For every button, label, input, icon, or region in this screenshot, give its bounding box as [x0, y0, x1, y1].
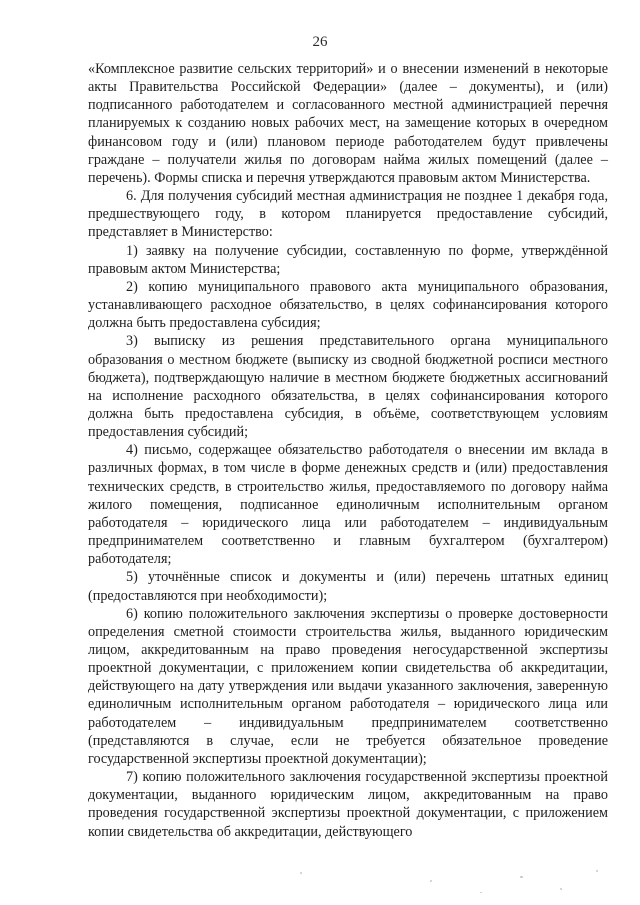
scan-noise	[560, 888, 562, 890]
scan-noise	[480, 892, 482, 893]
scan-noise	[596, 870, 598, 872]
paragraph-intro-continuation: «Комплексное развитие сельских территорий» и о внесении изменений в некоторые акты Правительства Российской Федерации» (далее – документы), и (или) подписанного работодателем и согласованного местной администрацией перечня планируемых к созданию новых рабочих мест, на замещение которых в очередном финансовом году и (или) плановом периоде работодателем будут привлечены граждане – получатели жилья по договорам найма жилых помещений (далее – перечень). Формы списка и перечня утверждаются правовым актом Министерства.	[88, 61, 608, 186]
paragraph-subitem-4: 4) письмо, содержащее обязательство работодателя о внесении им вклада в различных формах, в том числе в форме денежных средств и (или) предоставления технических средств, в строительство жилья, предоставляемого по договору найма жилого помещения, подписанное единоличным исполнительным органом работодателя – юридического лица или работодателем – индивидуальным предпринимателем соответственно и главным бухгалтером (бухгалтером) работодателя;	[88, 442, 608, 568]
paragraph-subitem-6: 6) копию положительного заключения экспертизы о проверке достоверности определения сметной стоимости строительства жилья, выданного юридическим лицом, аккредитованным на право проведения негосударственной экспертизы проектной документации, с приложением копии свидетельства об аккредитации, действующего на дату утверждения или выдачи указанного заключения, заверенную единоличным исполнительным органом работодателя – юридического лица или работодателем – индивидуальным предпринимателем соответственно (представляются в случае, если не требуется обязательное проведение государственной экспертизы проектной документации);	[88, 605, 608, 767]
scan-noise	[300, 872, 302, 874]
scan-noise	[430, 880, 432, 882]
scan-noise	[520, 876, 523, 878]
paragraph-item-6: 6. Для получения субсидий местная администрация не позднее 1 декабря года, предшествующего году, в котором планируется предоставление субсидий, представляет в Министерство:	[88, 188, 608, 241]
paragraph-subitem-2: 2) копию муниципального правового акта муниципального образования, устанавливающего расходное обязательство, в целях софинансирования которого должна быть предоставлена субсидия;	[88, 278, 608, 332]
paragraph-subitem-1: 1) заявку на получение субсидии, составленную по форме, утверждённой правовым актом Министерства;	[88, 242, 608, 277]
page-number: 26	[312, 34, 328, 50]
body-text	[88, 60, 608, 841]
paragraph-subitem-5: 5) уточнённые список и документы и (или) перечень штатных единиц (предоставляются при необходимости);	[88, 569, 608, 604]
paragraph-subitem-3: 3) выписку из решения представительного органа муниципального образования о местном бюджете (выписку из сводной бюджетной росписи местного бюджета), подтверждающую наличие в местном бюджете бюджетных ассигнований на исполнение расходного обязательства, в целях софинансирования которого должна быть предоставлена субсидия, в объёме, соответствующем условиям предоставления субсидий;	[88, 333, 608, 441]
paragraph-subitem-7: 7) копию положительного заключения государственной экспертизы проектной документации, выданного юридическим лицом, аккредитованным на право проведения государственной экспертизы проектной документации, с приложением копии свидетельства об аккредитации, действующего	[88, 769, 608, 840]
